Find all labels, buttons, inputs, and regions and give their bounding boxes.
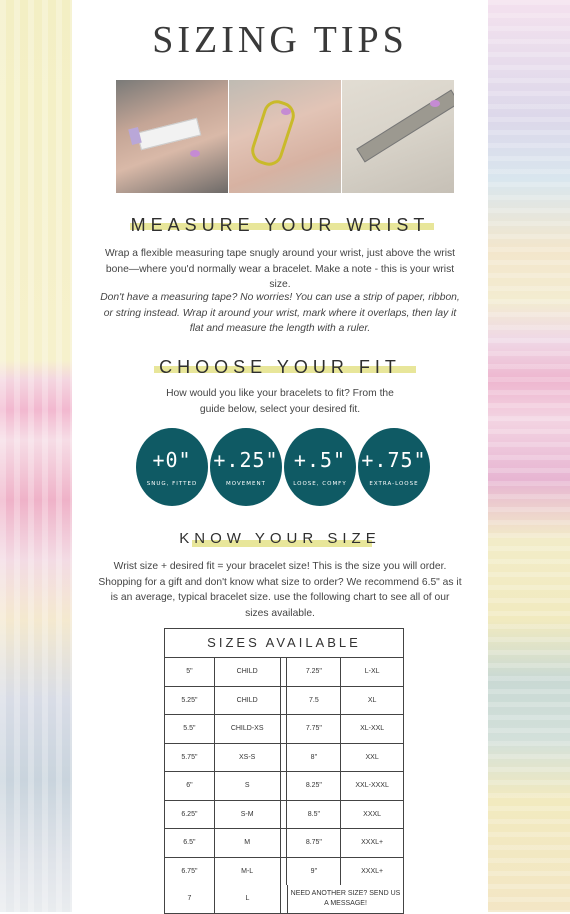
label-cell: XXL: [365, 753, 379, 761]
size-cell: 8.5": [287, 801, 341, 829]
fit-label: MOVEMENT: [226, 481, 266, 487]
size-cell: 5": [165, 658, 215, 686]
fit-option-extra-loose[interactable]: [358, 428, 430, 506]
table-row: [165, 772, 403, 801]
left-watercolor-border: [0, 0, 72, 912]
label-cell: CHILD: [215, 687, 281, 715]
message-cell[interactable]: NEED ANOTHER SIZE? SEND US A MESSAGE!: [290, 889, 401, 907]
size-cell: 6.75": [165, 858, 215, 886]
size-cell: 9": [287, 858, 341, 886]
divider-cell: [281, 687, 288, 715]
label-cell: L-XL: [364, 668, 380, 676]
sizes-table: [164, 628, 404, 914]
size-paragraph: Wrist size + desired fit = your bracelet size! This is the size you will order. Shopping for a gift and don't know what size to order? We recommend 6.5" as it is an average, typical bracelet size. use the following chart to see all of our sizes available.: [98, 561, 462, 619]
table-row: [165, 715, 403, 744]
table-row: [165, 858, 403, 886]
label-cell: XXXL+: [361, 867, 384, 875]
size-cell: 8": [287, 744, 341, 772]
table-row: [165, 744, 403, 773]
measure-heading: MEASURE YOUR WRIST: [130, 215, 430, 235]
label-cell: L: [215, 885, 281, 913]
fit-label: EXTRA-LOOSE: [369, 481, 419, 487]
fit-options: [136, 428, 430, 506]
content-panel: [72, 0, 488, 912]
size-cell: 6.5": [165, 829, 215, 857]
fit-paragraph: How would you like your bracelets to fit? From the guide below, select your desired fit.: [166, 388, 394, 415]
divider-cell: [281, 858, 288, 886]
fit-option-movement[interactable]: [210, 428, 282, 506]
size-cell: 5.75": [165, 744, 215, 772]
photo-measuring-tape: [116, 80, 229, 193]
label-cell: XXL-XXXL: [355, 782, 389, 790]
table-row: [165, 658, 403, 687]
table-row: [165, 829, 403, 858]
label-cell: M-L: [215, 858, 281, 886]
size-cell: 7.5: [287, 687, 341, 715]
photo-strip: [116, 80, 454, 193]
divider-cell: [281, 715, 288, 743]
fit-value: +.75": [361, 448, 427, 472]
table-row: [165, 687, 403, 716]
measure-paragraph: Wrap a flexible measuring tape snugly around your wrist, just above the wrist bone—where you'd normally wear a bracelet. Make a note - this is your wrist size.: [104, 248, 456, 290]
size-heading: KNOW YOUR SIZE: [179, 530, 381, 547]
size-cell: 7.25": [287, 658, 341, 686]
fit-value: +.5": [293, 448, 347, 472]
label-cell: XXXL: [363, 810, 382, 818]
divider-cell: [281, 744, 288, 772]
fit-label: LOOSE, COMFY: [293, 481, 347, 487]
divider-cell: [281, 801, 288, 829]
label-cell: XXXL+: [361, 839, 384, 847]
table-heading: SIZES AVAILABLE: [165, 629, 403, 658]
label-cell: CHILD: [215, 658, 281, 686]
page-title: SIZING TIPS: [152, 19, 408, 61]
table-row: [165, 885, 403, 913]
divider-cell: [281, 658, 288, 686]
size-cell: 5.25": [165, 687, 215, 715]
fit-label: SNUG, FITTED: [146, 481, 198, 487]
size-cell: 6": [165, 772, 215, 800]
table-row: [165, 801, 403, 830]
photo-string-wrap: [229, 80, 342, 193]
label-cell: XL-XXL: [360, 725, 385, 733]
divider-cell: [281, 772, 288, 800]
fit-value: +.25": [213, 448, 279, 472]
label-cell: XS-S: [215, 744, 281, 772]
right-watercolor-border: [488, 0, 570, 912]
size-cell: 7.75": [287, 715, 341, 743]
photo-ruler: [342, 80, 454, 193]
size-cell: 7: [165, 885, 215, 913]
fit-option-loose[interactable]: [284, 428, 356, 506]
label-cell: S: [215, 772, 281, 800]
divider-cell: [281, 829, 288, 857]
measure-alt-paragraph: Don't have a measuring tape? No worries! You can use a strip of paper, ribbon, or string instead. Wrap it around your wrist, mark where it overlaps, then lay it flat and measure the length with a ruler.: [100, 292, 460, 334]
size-cell: 8.25": [287, 772, 341, 800]
label-cell: S-M: [215, 801, 281, 829]
fit-value: +0": [152, 448, 192, 472]
label-cell: M: [215, 829, 281, 857]
fit-option-snug[interactable]: [136, 428, 208, 506]
size-cell: 6.25": [165, 801, 215, 829]
size-cell: 5.5": [165, 715, 215, 743]
label-cell: CHILD-XS: [215, 715, 281, 743]
label-cell: XL: [367, 696, 377, 704]
fit-heading: CHOOSE YOUR FIT: [159, 357, 401, 377]
size-cell: 8.75": [287, 829, 341, 857]
